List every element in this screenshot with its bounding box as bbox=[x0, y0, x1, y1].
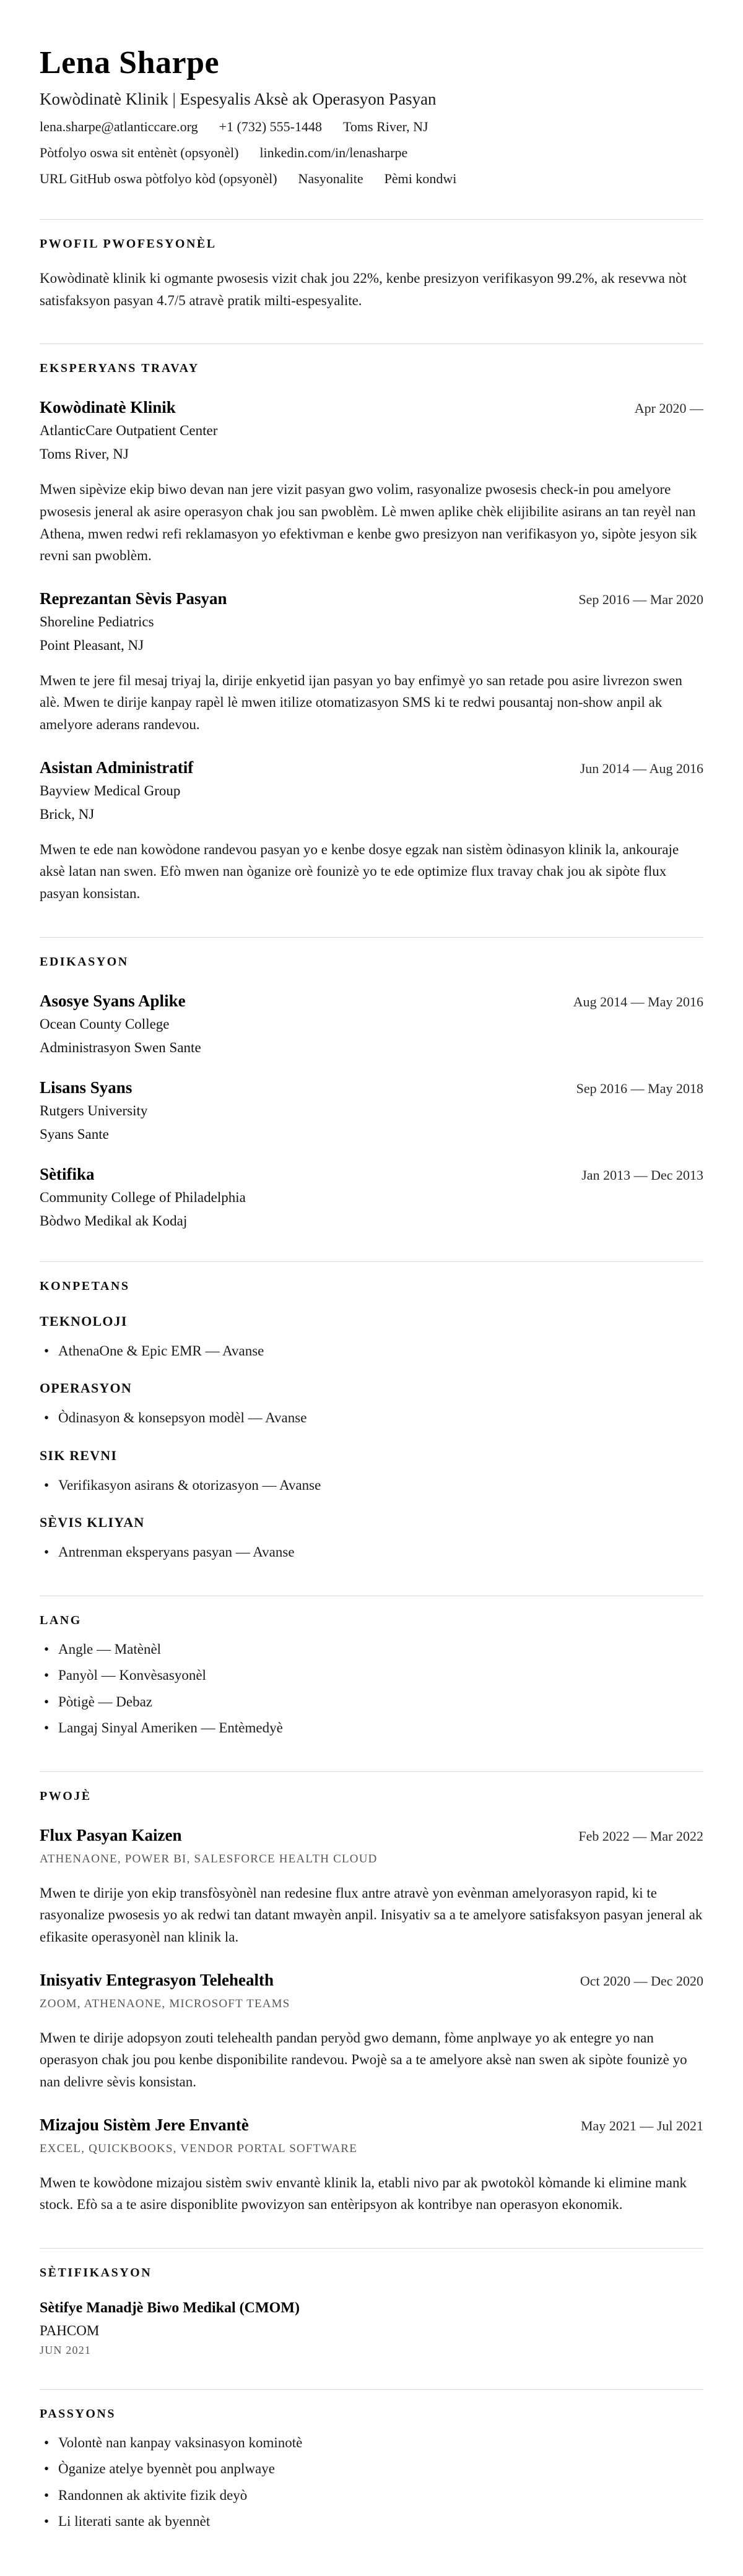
certification-date: JUN 2021 bbox=[40, 2343, 92, 2356]
skills-heading: KONPETANS bbox=[40, 1279, 130, 1293]
project-title: Inisyativ Entegrasyon Telehealth bbox=[40, 1970, 274, 1989]
section-skills bbox=[40, 1261, 703, 1563]
job-company: AtlanticCare Outpatient Center bbox=[40, 423, 218, 439]
skill-group bbox=[40, 1313, 703, 1362]
passion-item: • Volontè nan kanpay vaksinasyon kominotè bbox=[40, 2432, 703, 2454]
contact-row-3 bbox=[40, 171, 703, 187]
language-item: • Langaj Sinyal Ameriken — Entèmedyè bbox=[40, 1718, 703, 1739]
job-company: Bayview Medical Group bbox=[40, 782, 181, 798]
passions-heading: PASSYONS bbox=[40, 2406, 116, 2421]
project-dates: Oct 2020 — Dec 2020 bbox=[580, 1973, 703, 1989]
job-entry bbox=[40, 589, 703, 736]
candidate-name: Lena Sharpe bbox=[40, 45, 220, 80]
job-entry bbox=[40, 398, 703, 567]
job-location: Toms River, NJ bbox=[40, 446, 129, 462]
degree-title: Lisans Syans bbox=[40, 1078, 133, 1097]
certification-org: PAHCOM bbox=[40, 2322, 100, 2338]
project-description: Mwen te kowòdone mizajou sistèm swiv envantè klinik la, etabli nivo par ak pwotokòl kòmande ki elimine mank stock. Efò sa a te asire disponiblite pwovizyon san entèripsyon ak kontribye nan operasyon ekonomik. bbox=[40, 2174, 687, 2213]
degree-title: Sètifika bbox=[40, 1164, 95, 1183]
passion-item: • Randonnen ak aktivite fizik deyò bbox=[40, 2485, 703, 2507]
project-entry-head bbox=[40, 1971, 703, 1990]
profile-heading: PWOFIL PWOFESYONÈL bbox=[40, 237, 217, 251]
skill-item: • Verifikasyon asirans & otorizasyon — Avanse bbox=[40, 1475, 703, 1497]
language-item: • Pòtigè — Debaz bbox=[40, 1692, 703, 1713]
skill-list bbox=[40, 1341, 703, 1362]
github-text: URL GitHub oswa pòtfolyo kòd (opsyonèl) bbox=[40, 171, 277, 186]
education-dates: Jan 2013 — Dec 2013 bbox=[581, 1167, 703, 1183]
skill-group bbox=[40, 1448, 703, 1497]
linkedin-text: linkedin.com/in/lenasharpe bbox=[259, 145, 408, 160]
section-experience bbox=[40, 344, 703, 904]
section-languages bbox=[40, 1596, 703, 1739]
contact-row-1 bbox=[40, 119, 703, 135]
passions-list bbox=[40, 2432, 703, 2533]
job-dates: Apr 2020 — bbox=[634, 400, 703, 417]
certifications-heading: SÈTIFIKASYON bbox=[40, 2265, 152, 2280]
language-item: • Panyòl — Konvèsasyonèl bbox=[40, 1665, 703, 1687]
field-of-study: Syans Sante bbox=[40, 1126, 109, 1142]
education-dates: Sep 2016 — May 2018 bbox=[576, 1080, 703, 1096]
profile-text: Kowòdinatè klinik ki ogmante pwosesis vizit chak jou 22%, kenbe presizyon verifikasyon 99.2%, ak resevwa nòt satisfaksyon pasyan 4.7/5 atravè pratik milti-espesyalite. bbox=[40, 270, 687, 308]
project-title: Flux Pasyan Kaizen bbox=[40, 1825, 182, 1844]
section-projects bbox=[40, 1771, 703, 2216]
project-description: Mwen te dirije adopsyon zouti telehealth pandan peryòd gwo demann, fòme anplwaye yo ak entegre yo nan operasyon chak jou pou kenbe disponibilite randevou. Pwojè sa a te amelyore aksè nan swen ak sipòte founizè yo nan delivre sèvis konsistan. bbox=[40, 2029, 687, 2090]
project-entry-head bbox=[40, 2116, 703, 2135]
skill-group-heading: OPERASYON bbox=[40, 1380, 132, 1396]
education-entry bbox=[40, 1078, 703, 1143]
project-entry bbox=[40, 1971, 703, 2093]
certification-entry bbox=[40, 2300, 703, 2357]
school-name: Rutgers University bbox=[40, 1102, 148, 1118]
job-location: Point Pleasant, NJ bbox=[40, 637, 144, 653]
skill-list bbox=[40, 1475, 703, 1497]
job-description: Mwen sipèvize ekip biwo devan nan jere vizit pasyan gwo volim, rasyonalize pwosesis check-in pou amelyore pwosesis jeneral ak asire operasyon chak jou san pwoblèm. Lè mwen aplike chèk elijibilite asirans an tan reyèl nan Athena, mwen redwi refi reklamasyon yo efektivman e kenbe gwo presizyon nan verifikasyon yo, sipòte jesyon sik revni san pwoblèm. bbox=[40, 482, 697, 564]
job-title: Kowòdinatè Klinik bbox=[40, 398, 176, 417]
job-entry-head bbox=[40, 758, 703, 777]
job-company: Shoreline Pediatrics bbox=[40, 613, 154, 629]
skill-group bbox=[40, 1380, 703, 1429]
skill-item: • Antrenman eksperyans pasyan — Avanse bbox=[40, 1542, 703, 1563]
education-entry bbox=[40, 992, 703, 1056]
section-profile bbox=[40, 219, 703, 311]
skill-group-heading: SÈVIS KLIYAN bbox=[40, 1515, 145, 1531]
project-title: Mizajou Sistèm Jere Envantè bbox=[40, 2115, 249, 2134]
field-of-study: Administrasyon Swen Sante bbox=[40, 1039, 201, 1055]
job-entry-head bbox=[40, 589, 703, 608]
passion-item: • Li literati sante ak byennèt bbox=[40, 2511, 703, 2533]
job-title: Reprezantan Sèvis Pasyan bbox=[40, 589, 227, 608]
project-dates: Feb 2022 — Mar 2022 bbox=[578, 1828, 703, 1844]
location-text: Toms River, NJ bbox=[343, 119, 428, 134]
education-entry bbox=[40, 1165, 703, 1229]
section-education bbox=[40, 937, 703, 1229]
job-description: Mwen te jere fil mesaj triyaj la, dirije enkyetid ijan pasyan yo bay enfimyè yo san retade pou asire livrezon swen alè. Mwen te dirije kanpay rapèl lè mwen itilize otomatizasyon SMS ki te redwi pousantaj non-show anpil ak amelyore aderans randevou. bbox=[40, 672, 682, 733]
skill-group-heading: TEKNOLOJI bbox=[40, 1313, 128, 1329]
languages-list bbox=[40, 1639, 703, 1739]
project-entry bbox=[40, 1826, 703, 1948]
education-entry-head bbox=[40, 992, 703, 1011]
certification-name: Sètifye Manadjè Biwo Medikal (CMOM) bbox=[40, 2299, 300, 2316]
school-name: Community College of Philadelphia bbox=[40, 1189, 246, 1205]
project-entry bbox=[40, 2116, 703, 2216]
projects-heading: PWOJÈ bbox=[40, 1789, 92, 1803]
education-entry-head bbox=[40, 1165, 703, 1184]
experience-heading: EKSPERYANS TRAVAY bbox=[40, 361, 199, 376]
field-of-study: Bòdwo Medikal ak Kodaj bbox=[40, 1212, 188, 1229]
education-heading: EDIKASYON bbox=[40, 954, 129, 969]
school-name: Ocean County College bbox=[40, 1016, 170, 1032]
language-item: • Angle — Matènèl bbox=[40, 1639, 703, 1661]
skill-list bbox=[40, 1542, 703, 1563]
project-tools: EXCEL, QUICKBOOKS, VENDOR PORTAL SOFTWARE bbox=[40, 2142, 358, 2155]
section-certifications bbox=[40, 2248, 703, 2357]
job-title: Asistan Administratif bbox=[40, 758, 194, 777]
driving-license-text: Pèmi kondwi bbox=[384, 171, 457, 186]
contact-row-2 bbox=[40, 145, 703, 161]
languages-heading: LANG bbox=[40, 1613, 82, 1627]
candidate-job-title: Kowòdinatè Klinik | Espesyalis Aksè ak Operasyon Pasyan bbox=[40, 90, 437, 108]
project-tools: ZOOM, ATHENAONE, MICROSOFT TEAMS bbox=[40, 1997, 290, 2010]
resume-header bbox=[40, 45, 703, 187]
job-location: Brick, NJ bbox=[40, 806, 95, 822]
job-entry-head bbox=[40, 398, 703, 417]
passion-item: • Òganize atelye byennèt pou anplwaye bbox=[40, 2458, 703, 2480]
job-description: Mwen te ede nan kowòdone randevou pasyan yo e kenbe dosye egzak nan sistèm òdinasyon klinik la, ankouraje aksè latan nan swen. Efò mwen nan òganize orè founizè yo te ede optimize flux travay chak jou ak sipòte flux pasyan konsistan. bbox=[40, 841, 679, 902]
job-entry bbox=[40, 758, 703, 905]
education-dates: Aug 2014 — May 2016 bbox=[573, 993, 703, 1009]
project-tools: ATHENAONE, POWER BI, SALESFORCE HEALTH CLOUD bbox=[40, 1852, 378, 1865]
nationality-text: Nasyonalite bbox=[298, 171, 363, 186]
skill-list bbox=[40, 1407, 703, 1429]
job-dates: Jun 2014 — Aug 2016 bbox=[580, 760, 703, 776]
project-dates: May 2021 — Jul 2021 bbox=[581, 2117, 703, 2133]
skill-item: • Òdinasyon & konsepsyon modèl — Avanse bbox=[40, 1407, 703, 1429]
portfolio-text: Pòtfolyo oswa sit entènèt (opsyonèl) bbox=[40, 145, 239, 160]
skill-group-heading: SIK REVNI bbox=[40, 1447, 118, 1463]
degree-title: Asosye Syans Aplike bbox=[40, 991, 186, 1010]
project-entry-head bbox=[40, 1826, 703, 1845]
project-description: Mwen te dirije yon ekip transfòsyònèl nan redesine flux antre atravè yon evènman amelyorasyon rapid, ki te rasyonalize pwosesis yo ak redwi tan datant mwayèn anpil. Inisyativ sa a te amelyore satisfaksyon pasyan jeneral ak efikasite operasyonèl nan klinik la. bbox=[40, 1885, 703, 1945]
phone-text: +1 (732) 555-1448 bbox=[219, 119, 323, 134]
education-entry-head bbox=[40, 1078, 703, 1097]
email-text: lena.sharpe@atlanticcare.org bbox=[40, 119, 198, 134]
section-passions bbox=[40, 2389, 703, 2533]
job-dates: Sep 2016 — Mar 2020 bbox=[578, 591, 703, 607]
skill-item: • AthenaOne & Epic EMR — Avanse bbox=[40, 1341, 703, 1362]
skill-group bbox=[40, 1515, 703, 1563]
